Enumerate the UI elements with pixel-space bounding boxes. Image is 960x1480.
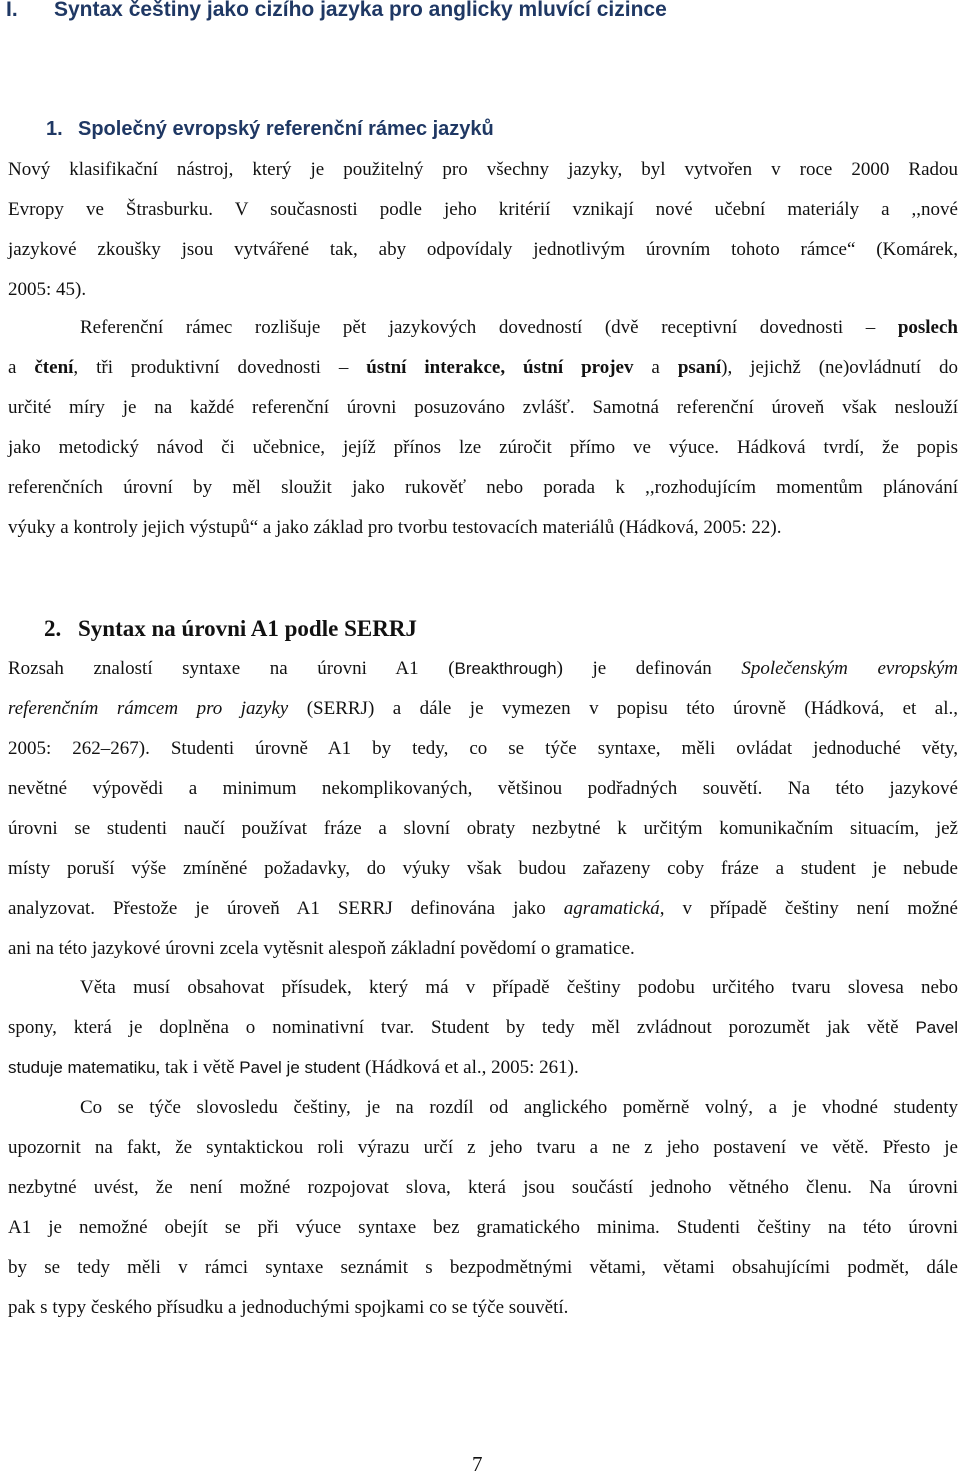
text-line: referenčních úrovní by měl sloužit jako rukověť nebo porada k ,,rozhodujícím momentům plánování bbox=[8, 477, 958, 498]
bold-term: poslech bbox=[897, 317, 958, 338]
text-line: nezbytné uvést, že není možné rozpojovat slova, která jsou součástí jednoho větného členu. Na úrovni bbox=[8, 1177, 958, 1198]
text-line: upozornit na fakt, že syntaktickou roli výrazu určí z jeho tvaru a ne z jeho postavení ve větě. Přesto je bbox=[8, 1137, 958, 1158]
text-span: , v případě češtiny není možné bbox=[659, 898, 958, 919]
text-line: Nový klasifikační nástroj, který je použitelný pro všechny jazyky, byl vytvořen v roce 2000 Radou bbox=[8, 159, 958, 180]
text-span: a bbox=[8, 357, 35, 378]
section-title: Syntax na úrovni A1 podle SERRJ bbox=[78, 616, 417, 641]
text-line: Věta musí obsahovat přísudek, který má v případě češtiny podobu určitého tvaru slovesa nebo bbox=[80, 977, 958, 998]
text-line: Co se týče slovosledu češtiny, je na rozdíl od anglického poměrně volný, a je vhodné studenty bbox=[80, 1097, 958, 1118]
text-line: jako metodický návod či učebnice, jejíž přínos lze zúročit přímo ve výuce. Hádková tvrdí, že popis bbox=[8, 437, 958, 458]
text-span: , tak i větě bbox=[155, 1057, 240, 1078]
text-line: jazykové zkoušky jsou vytvářené tak, aby odpovídaly jednotlivým úrovním tohoto rámce“ (Komárek, bbox=[8, 239, 958, 260]
text-line: úrovni se studenti naučí používat fráze a slovní obraty nezbytné k určitým komunikačním situacím, jež bbox=[8, 818, 958, 839]
text-line: místy poruší výše zmíněné požadavky, do výuky však budou zařazeny coby fráze a student je nebude bbox=[8, 858, 958, 879]
text-line bbox=[8, 1008, 958, 1048]
example-term: Pavel je student bbox=[239, 1058, 361, 1077]
paragraph-4 bbox=[8, 968, 958, 1088]
section-heading-1 bbox=[46, 118, 494, 141]
text-span: ), jejichž (ne)ovládnutí do bbox=[721, 357, 958, 378]
text-span: (SERRJ) a dále je vymezen v popisu této úrovně (Hádková, et al., bbox=[288, 698, 958, 719]
text-line: výuky a kontroly jejich výstupů“ a jako základ pro tvorbu testovacích materiálů (Hádková, 2005: 22). bbox=[8, 517, 782, 538]
bold-term: čtení bbox=[34, 357, 74, 378]
section-heading-2 bbox=[44, 616, 417, 642]
bold-term: ústní interakce, ústní projev bbox=[366, 357, 634, 378]
text-span: , tři produktivní dovednosti – bbox=[73, 357, 367, 378]
paragraph-5 bbox=[8, 1088, 958, 1328]
italic-term: Společenským evropským bbox=[741, 658, 958, 679]
text-line: 2005: 262–267). Studenti úrovně A1 by tedy, co se týče syntaxe, měli ovládat jednoduché věty, bbox=[8, 738, 958, 759]
paragraph-2 bbox=[8, 308, 958, 548]
text-span: a bbox=[633, 357, 678, 378]
text-line: Evropy ve Štrasburku. V současnosti podle jeho kritérií vznikají nové učební materiály a ,,nové bbox=[8, 199, 958, 220]
chapter-title: Syntax češtiny jako cizího jazyka pro anglicky mluvící cizince bbox=[54, 0, 667, 21]
paragraph-1 bbox=[8, 150, 958, 310]
text-line: by se tedy měli v rámci syntaxe seznámit s bezpodmětnými větami, větami obsahujícími podmět, dále bbox=[8, 1257, 958, 1278]
text-span: Referenční rámec rozlišuje pět jazykových dovedností (dvě receptivní dovednosti – bbox=[80, 317, 898, 338]
text-line bbox=[8, 1048, 958, 1088]
text-span: (Hádková et al., 2005: 261). bbox=[360, 1057, 579, 1078]
text-line: určité míry je na každé referenční úrovni posuzováno zvlášť. Samotná referenční úroveň však neslouží bbox=[8, 397, 958, 418]
chapter-heading bbox=[6, 0, 667, 22]
text-line: ani na této jazykové úrovni zcela vytěsnit alespoň základní povědomí o gramatice. bbox=[8, 938, 635, 959]
text-line bbox=[8, 649, 958, 689]
text-line bbox=[8, 308, 958, 348]
text-line: 2005: 45). bbox=[8, 279, 87, 300]
section-number: 1. bbox=[46, 118, 63, 140]
section-title: Společný evropský referenční rámec jazyků bbox=[78, 118, 494, 140]
italic-term: agramatická bbox=[563, 898, 660, 919]
section-number: 2. bbox=[44, 616, 62, 641]
italic-term: referenčním rámcem pro jazyky bbox=[8, 698, 289, 719]
text-span: spony, která je doplněna o nominativní tvar. Student by tedy měl zvládnout porozumět jak větě bbox=[8, 1017, 916, 1038]
text-span: analyzovat. Přestože je úroveň A1 SERRJ definována jako bbox=[8, 898, 564, 919]
text-span: ) je definován bbox=[556, 658, 742, 679]
page-number: 7 bbox=[472, 1452, 483, 1476]
text-line bbox=[8, 348, 958, 388]
text-span: Rozsah znalostí syntaxe na úrovni A1 ( bbox=[8, 658, 455, 679]
text-line: A1 je nemožné obejít se při výuce syntaxe bez gramatického minima. Studenti češtiny na této úrovni bbox=[8, 1217, 958, 1238]
text-line: nevětné výpovědi a minimum nekomplikovaných, většinou podřadných souvětí. Na této jazykové bbox=[8, 778, 958, 799]
text-line: pak s typy českého přísudku a jednoduchými spojkami co se týče souvětí. bbox=[8, 1297, 569, 1318]
example-term: Pavel bbox=[915, 1018, 958, 1037]
chapter-number: I. bbox=[6, 0, 18, 21]
bold-term: psaní bbox=[677, 357, 722, 378]
text-line bbox=[8, 689, 958, 729]
text-line bbox=[8, 889, 958, 929]
example-term: studuje matematiku bbox=[8, 1058, 156, 1077]
paragraph-3 bbox=[8, 649, 958, 969]
term: Breakthrough bbox=[454, 659, 557, 678]
